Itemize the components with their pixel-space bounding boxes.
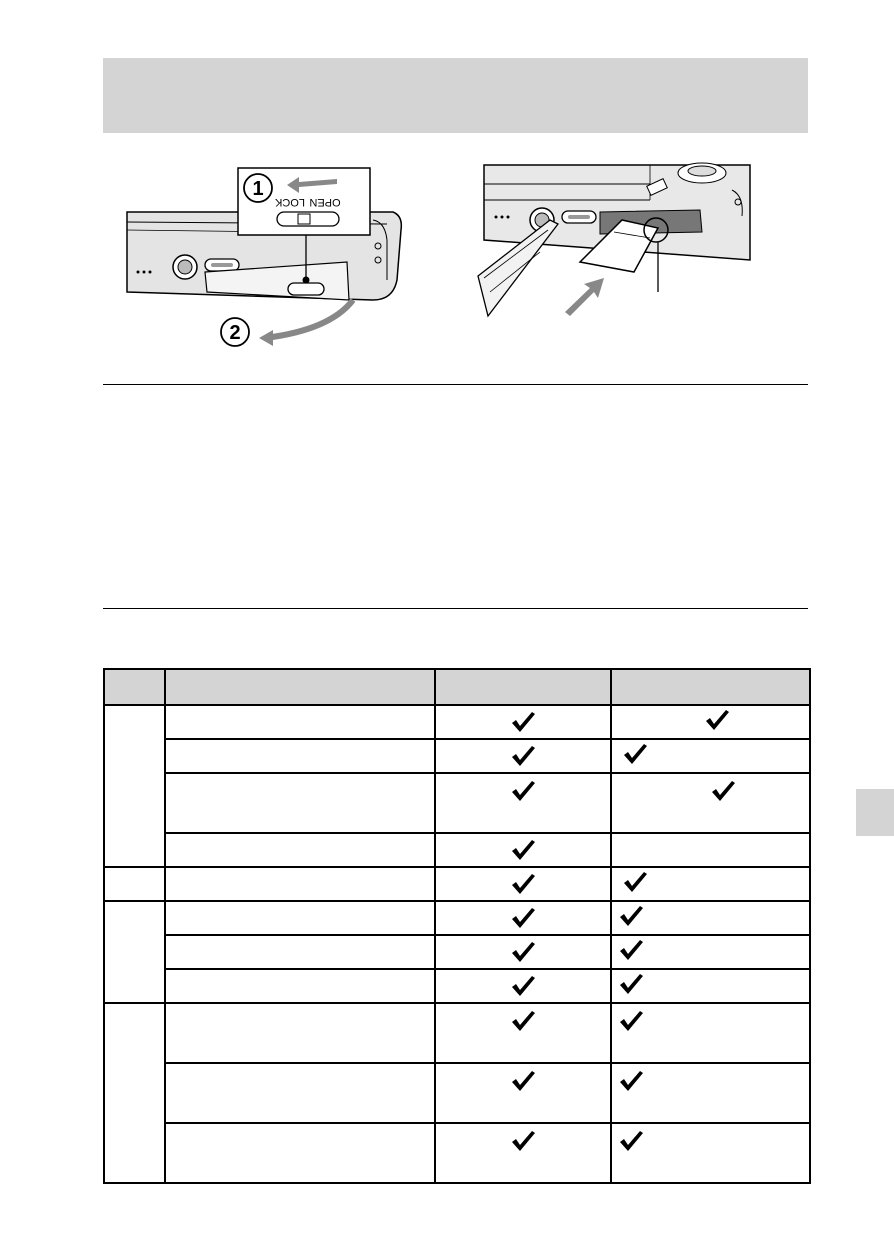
check-cell: [435, 867, 611, 901]
check-mark-icon: [510, 1070, 536, 1092]
check-cell: [611, 739, 810, 773]
item-cell: [165, 901, 435, 935]
check-cell: [611, 705, 810, 739]
check-mark-icon: [510, 907, 536, 929]
cover-open-illustration: [125, 160, 410, 350]
check-mark-icon: [510, 839, 536, 861]
check-cell: [435, 969, 611, 1003]
item-cell: [165, 867, 435, 901]
check-mark-icon: [510, 780, 536, 802]
item-cell: [165, 935, 435, 969]
table-row: [104, 1123, 810, 1183]
item-cell: [165, 773, 435, 833]
check-cell: [611, 935, 810, 969]
switch-lock-label: LOCK: [275, 196, 305, 208]
table-row: [104, 935, 810, 969]
table-row: [104, 773, 810, 833]
table-row: [104, 833, 810, 867]
check-mark-icon: [618, 1010, 644, 1032]
table-row: [104, 901, 810, 935]
check-mark-icon: [622, 743, 648, 765]
section-rule-top: [103, 384, 808, 385]
step-2-label: 2: [229, 322, 241, 344]
check-mark-icon: [704, 709, 730, 731]
check-cell: [611, 1003, 810, 1063]
header-cell: [165, 669, 435, 705]
item-cell: [165, 1123, 435, 1183]
check-cell: [611, 1063, 810, 1123]
group-cell: [104, 705, 165, 867]
table-row: [104, 739, 810, 773]
check-cell: [611, 969, 810, 1003]
check-mark-icon: [510, 941, 536, 963]
step-1-label: 1: [252, 178, 264, 200]
section-title-band: [103, 58, 808, 133]
check-mark-icon: [510, 711, 536, 733]
header-cell: [104, 669, 165, 705]
item-cell: [165, 705, 435, 739]
item-cell: [165, 1003, 435, 1063]
check-cell: [435, 1123, 611, 1183]
check-mark-icon: [510, 975, 536, 997]
check-cell: [435, 901, 611, 935]
item-cell: [165, 1063, 435, 1123]
check-mark-icon: [510, 1130, 536, 1152]
compatibility-table: [103, 668, 811, 1184]
table-row: [104, 1003, 810, 1063]
check-cell: [435, 833, 611, 867]
item-cell: [165, 833, 435, 867]
check-mark-icon: [622, 871, 648, 893]
check-cell: [611, 833, 810, 867]
check-mark-icon: [618, 1070, 644, 1092]
group-cell: [104, 901, 165, 1003]
table-row: [104, 969, 810, 1003]
check-cell: [435, 705, 611, 739]
check-cell: [435, 1003, 611, 1063]
switch-open-label: OPEN: [309, 196, 341, 208]
memory-card-insert-drawing: [470, 160, 760, 325]
header-cell: [435, 669, 611, 705]
item-cell: [165, 739, 435, 773]
side-index-tab: [856, 789, 894, 836]
group-cell: [104, 867, 165, 901]
card-insert-illustration: [470, 160, 760, 325]
table-row: [104, 1063, 810, 1123]
header-cell: [611, 669, 810, 705]
check-cell: [435, 1063, 611, 1123]
check-cell: [611, 867, 810, 901]
check-mark-icon: [618, 905, 644, 927]
table-row: [104, 705, 810, 739]
check-mark-icon: [618, 973, 644, 995]
check-mark-icon: [710, 780, 736, 802]
section-rule-bottom: [103, 608, 808, 609]
check-cell: [611, 1123, 810, 1183]
check-mark-icon: [510, 745, 536, 767]
check-cell: [611, 773, 810, 833]
check-cell: [435, 739, 611, 773]
check-cell: [435, 773, 611, 833]
check-mark-icon: [618, 1130, 644, 1152]
check-cell: [611, 901, 810, 935]
table-header-row: [104, 669, 810, 705]
table-row: [104, 867, 810, 901]
item-cell: [165, 969, 435, 1003]
check-cell: [435, 935, 611, 969]
group-cell: [104, 1003, 165, 1183]
check-mark-icon: [618, 939, 644, 961]
check-mark-icon: [510, 873, 536, 895]
camera-bottom-cover-drawing: [125, 160, 410, 350]
check-mark-icon: [510, 1010, 536, 1032]
